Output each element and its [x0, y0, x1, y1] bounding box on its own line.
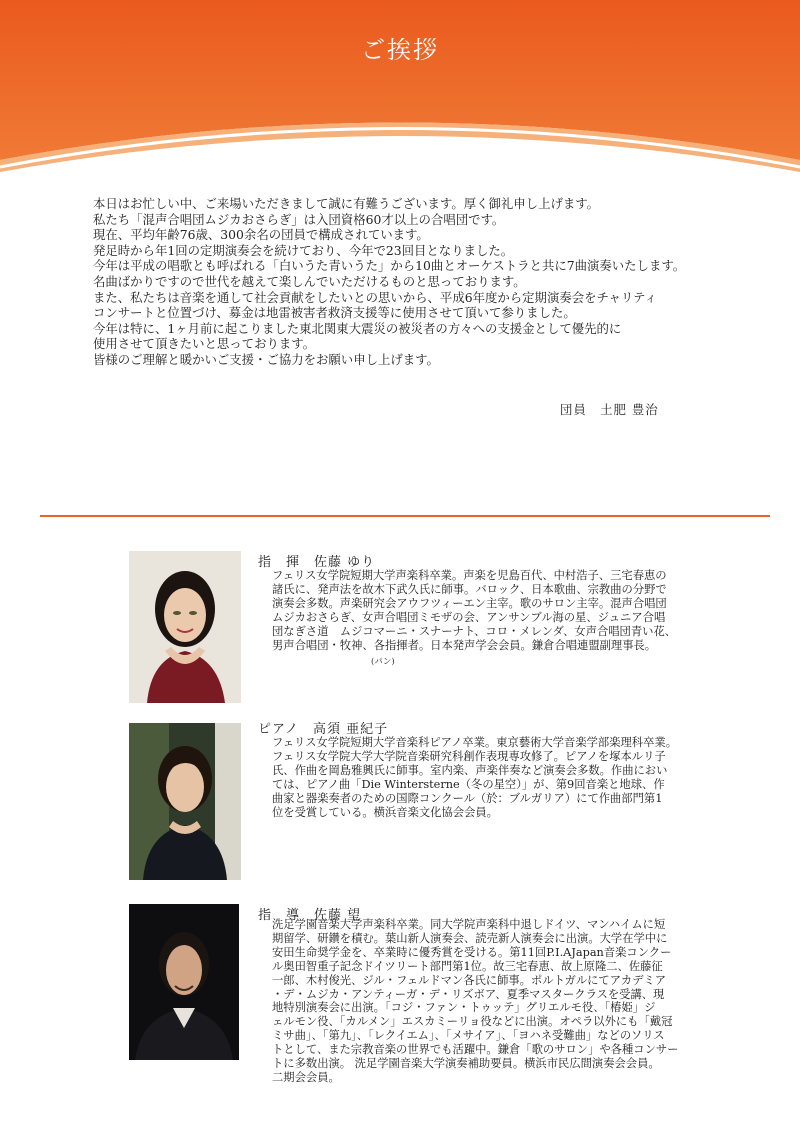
bio-line: 期留学、研鑽を積む。葉山新人演奏会、読売新人演奏会に出演。大学在学中に — [272, 931, 668, 945]
greeting-line: 本日はお忙しい中、ご来場いただきまして誠に有難うございます。厚く御礼申し上げます。 — [93, 196, 600, 211]
greeting-line: 使用させて頂きたいと思っております。 — [93, 336, 316, 352]
bio-line: 男声合唱団・牧神、各指揮者。日本発声学会会員。鎌倉合唱連盟副理事長。 — [272, 638, 657, 652]
greeting-text — [93, 196, 753, 368]
bio-line: ・デ・ムジカ・アンティーガ・デ・リズボア、夏季マスタークラスを受講、現 — [272, 987, 665, 1001]
greeting-line: 今年は特に、1ヶ月前に起こりました東北関東大震災の被災者の方々への支援金として優先的に — [93, 320, 622, 336]
greeting-line: 現在、平均年齢76歳、300余名の団員で構成されています。 — [93, 227, 429, 243]
bio-line: 一郎、木村俊光、ジル・フェルドマン各氏に師事。ポルトガルにてアカデミア — [272, 973, 667, 987]
bio-line: フェリス女学院短期大学声楽科卒業。声楽を児島百代、中村浩子、三宅春恵の — [272, 569, 667, 582]
bio-line: 曲家と器楽奏者のための国際コンクール（於：ブルガリア）にて作曲部門第1 — [272, 791, 663, 805]
page-title: ご挨拶 — [361, 36, 439, 64]
bio-line: 氏、作曲を岡島雅興氏に師事。室内楽、声楽伴奏など演奏会多数。作曲におい — [272, 763, 668, 777]
greeting-line: また、私たちは音楽を通して社会貢献をしたいとの思いから、平成6年度から定期演奏会をチャリティ — [93, 289, 657, 305]
bio-line: 演奏会多数。声楽研究会アウフツィーエン主宰。歌のサロン主宰。混声合唱団 — [272, 596, 667, 610]
bio-line: ェルモン役、「カルメン」エスカミーリョ役などに出演。オペラ以外にも「戴冠 — [272, 1015, 673, 1029]
instructor-photo — [129, 904, 239, 1060]
header-banner — [0, 0, 800, 175]
bio-line: 洗足学園音楽大学声楽科卒業。同大学院声楽科中退しドイツ、マンハイムに短 — [272, 918, 666, 931]
greeting-line: 名曲ばかりですので世代を越えて楽しんでいただけるものと思っております。 — [93, 273, 526, 289]
bio-line: ミサ曲」、「第九」、「レクイエム」、「メサイア」、「ヨハネ受難曲」などのソリス — [272, 1029, 665, 1043]
bio-line: ては、ピアノ曲「Die Wintersterne（冬の星空）」が、第9回音楽と地球、作 — [272, 777, 665, 791]
pianist-photo — [129, 723, 241, 880]
profile-name: ピアノ 高須 亜紀子 — [258, 722, 389, 737]
bio-line: 団なぎさ道 ムジコマーニ・スナーナト、コロ・メレンダ、女声合唱団青い花、 — [272, 624, 677, 638]
profile-bio — [272, 569, 712, 652]
greeting-line: 今年は平成の唱歌とも呼ばれる「白いうた青いうた」から10曲とオーケストラと共に7曲演奏いたします。 — [93, 258, 686, 274]
greeting-line: 発足時から年1回の定期演奏会を続けており、今年で23回目となりました。 — [93, 242, 514, 258]
profile-name: 指 導 佐藤 望 — [258, 908, 362, 923]
bio-line: トに多数出演。 洗足学園音楽大学演奏補助要員。横浜市民広間演奏会会員。 — [272, 1057, 660, 1071]
greeting-line: 私たち「混声合唱団ムジカおさらぎ」は入団資格60才以上の合唱団です。 — [93, 211, 505, 227]
bio-line: 諸氏に、発声法を故木下武久氏に師事。バロック、日本歌曲、宗教曲の分野で — [272, 582, 667, 596]
bio-line: フェリス女学院短期大学音楽科ピアノ卒業。東京藝術大学音楽学部楽理科卒業。 — [272, 736, 677, 749]
bio-line: 安田生命奨学金を、卒業時に優秀賞を受ける。第11回P.I.AJapan音楽コンクー — [272, 945, 672, 959]
bio-line: 二期会会員。 — [272, 1070, 340, 1084]
bio-line: 地特別演奏会に出演。「コジ・ファン・トゥッテ」グリエルモ役、「椿姫」ジ — [272, 1001, 656, 1015]
bio-line: ムジカおさらぎ、女声合唱団ミモザの会、アンサンブル海の星、ジュニア合唱 — [272, 610, 666, 624]
profile-bio — [272, 918, 712, 1085]
section-divider — [40, 515, 770, 517]
greeting-line: コンサートと位置づけ、募金は地雷被害者救済支援等に使用させて頂いて参りました。 — [93, 305, 576, 321]
profile-bio — [272, 736, 712, 819]
ruby-annotation: (パン) — [371, 657, 395, 667]
bio-line: トとして、また宗教音楽の世界でも活躍中。鎌倉「歌のサロン」や各種コンサー — [272, 1043, 679, 1057]
signature: 団員 土肥 豊治 — [560, 402, 659, 417]
bio-line: フェリス女学院大学大学院音楽研究科創作表現専攻修了。ピアノを塚本ルリ子 — [272, 749, 666, 763]
greeting-line: 皆様のご理解と暖かいご支援・ご協力をお願い申し上げます。 — [93, 351, 439, 367]
bio-line: ル奥田智重子記念ドイツリート部門第1位。故三宅春恵、故上原隆二、佐藤征 — [272, 959, 663, 973]
conductor-photo — [129, 551, 241, 703]
profile-name: 指 揮 佐藤 ゆり — [258, 555, 376, 570]
bio-line: 位を受賞している。横浜音楽文化協会会員。 — [272, 805, 498, 819]
orange-wave-banner — [0, 0, 800, 175]
